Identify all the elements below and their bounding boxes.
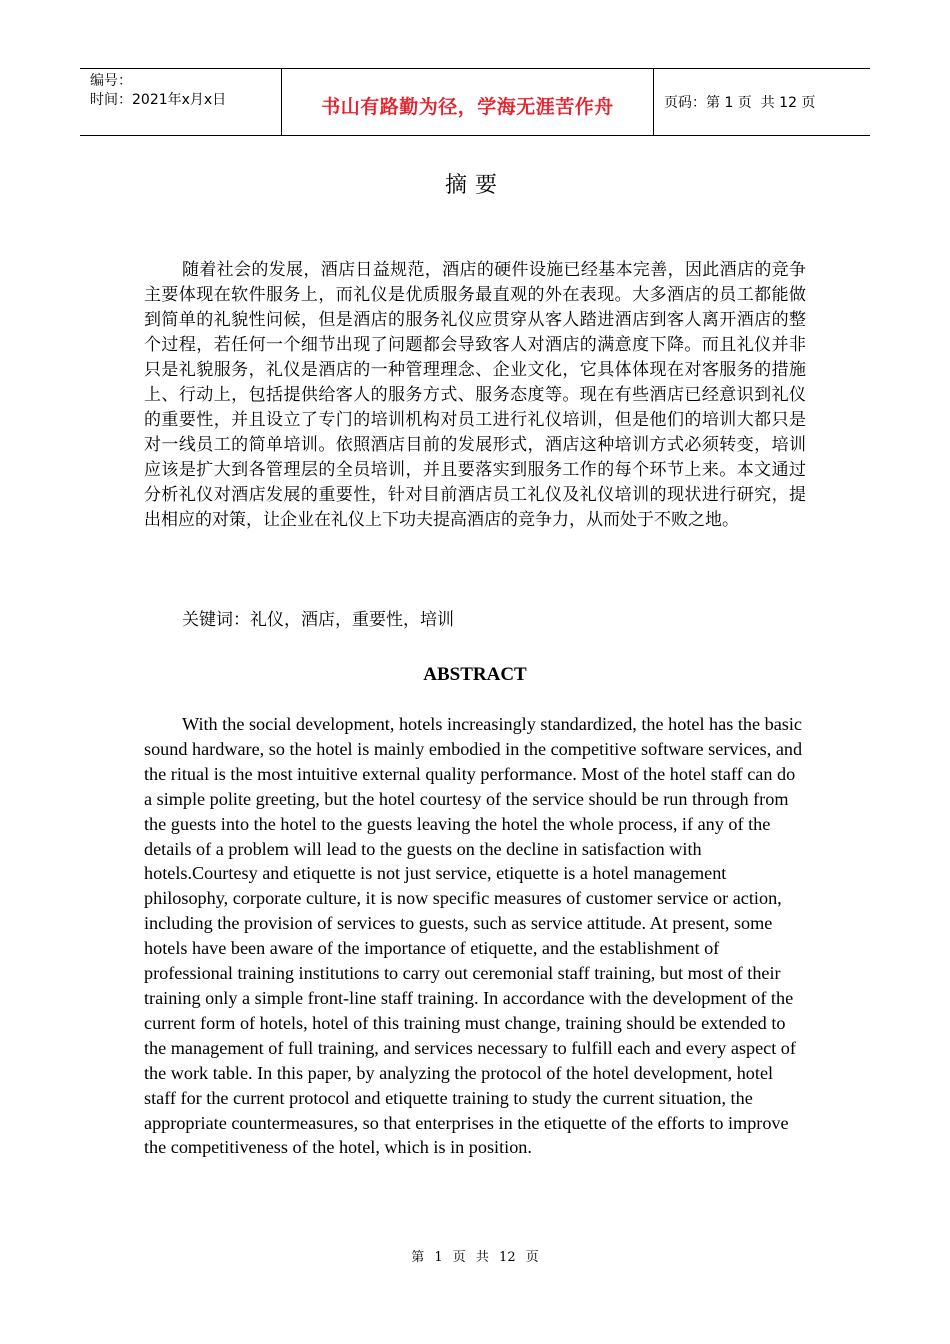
keywords-line <box>182 608 454 633</box>
header-meta-cell <box>80 69 282 135</box>
page-info-cell <box>654 69 870 135</box>
english-abstract-title: ABSTRACT <box>423 664 527 685</box>
page-header <box>80 68 870 136</box>
chinese-abstract-body: 随着社会的发展，酒店日益规范，酒店的硬件设施已经基本完善，因此酒店的竞争主要体现在软件服务上，而礼仪是优质服务最直观的外在表现。大多酒店的员工都能做到简单的礼貌性问候，但是酒店的服务礼仪应贯穿从客人踏进酒店到客人离开酒店的整个过程，若任何一个细节出现了问题都会导致客人对酒店的满意度下降。而且礼仪并非只是礼貌服务，礼仪是酒店的一种管理理念、企业文化，它具体体现在对客服务的措施上、行动上，包括提供给客人的服务方式、服务态度等。现在有些酒店已经意识到礼仪的重要性，并且设立了专门的培训机构对员工进行礼仪培训，但是他们的培训大都只是对一线员工的简单培训。依照酒店目前的发展形式，酒店这种培训方式必须转变，培训应该是扩大到各管理层的全员培训，并且要落实到服务工作的每个环节上来。本文通过分析礼仪对酒店发展的重要性，针对目前酒店员工礼仪及礼仪培训的现状进行研究，提出相应的对策，让企业在礼仪上下功夫提高酒店的竞争力，从而处于不败之地。 <box>144 260 806 530</box>
page-info-text: 页码：第 1 页 共 12 页 <box>664 95 816 111</box>
english-abstract-body: With the social development, hotels increasingly standardized, the hotel has the basic sound hardware, so the hotel is mainly embodied in the competitive software services, and the ritual is the most intuitive external quality performance. Most of the hotel staff can do a simple polite greeting, but the hotel courtesy of the service should be run through from the guests into the hotel to the guests leaving the hotel the whole process, if any of the details of a problem will lead to the guests on the decline in satisfaction with hotels.Courtesy and etiquette is not just service, etiquette is a hotel management philosophy, corporate culture, it is now specific measures of customer service or action, including the provision of services to guests, such as service attitude. At present, some hotels have been aware of the importance of etiquette, and the establishment of professional training institutions to carry out ceremonial staff training, but most of their training only a simple front-line staff training. In accordance with the development of the current form of hotels, hotel of this training must change, training should be extended to the management of full training, and services necessary to fulfill each and every aspect of the work table. In this paper, by analyzing the protocol of the hotel development, hotel staff for the current protocol and etiquette training to study the current situation, the appropriate countermeasures, so that enterprises in the etiquette of the efforts to improve the competitiveness of the hotel, which is in position. <box>144 714 803 1158</box>
motto-text: 书山有路勤为径，学海无涯苦作舟 <box>321 95 614 118</box>
date-text: 时间：2021年x月x日 <box>90 92 227 108</box>
keywords-text: 礼仪，酒店，重要性，培训 <box>250 610 454 630</box>
motto-cell <box>282 69 654 135</box>
keywords-label: 关键词： <box>182 610 250 630</box>
page-footer: 第 1 页 共 12 页 <box>411 1250 539 1265</box>
chinese-abstract-title: 摘要 <box>444 173 505 198</box>
serial-number-label: 编号： <box>90 73 132 89</box>
